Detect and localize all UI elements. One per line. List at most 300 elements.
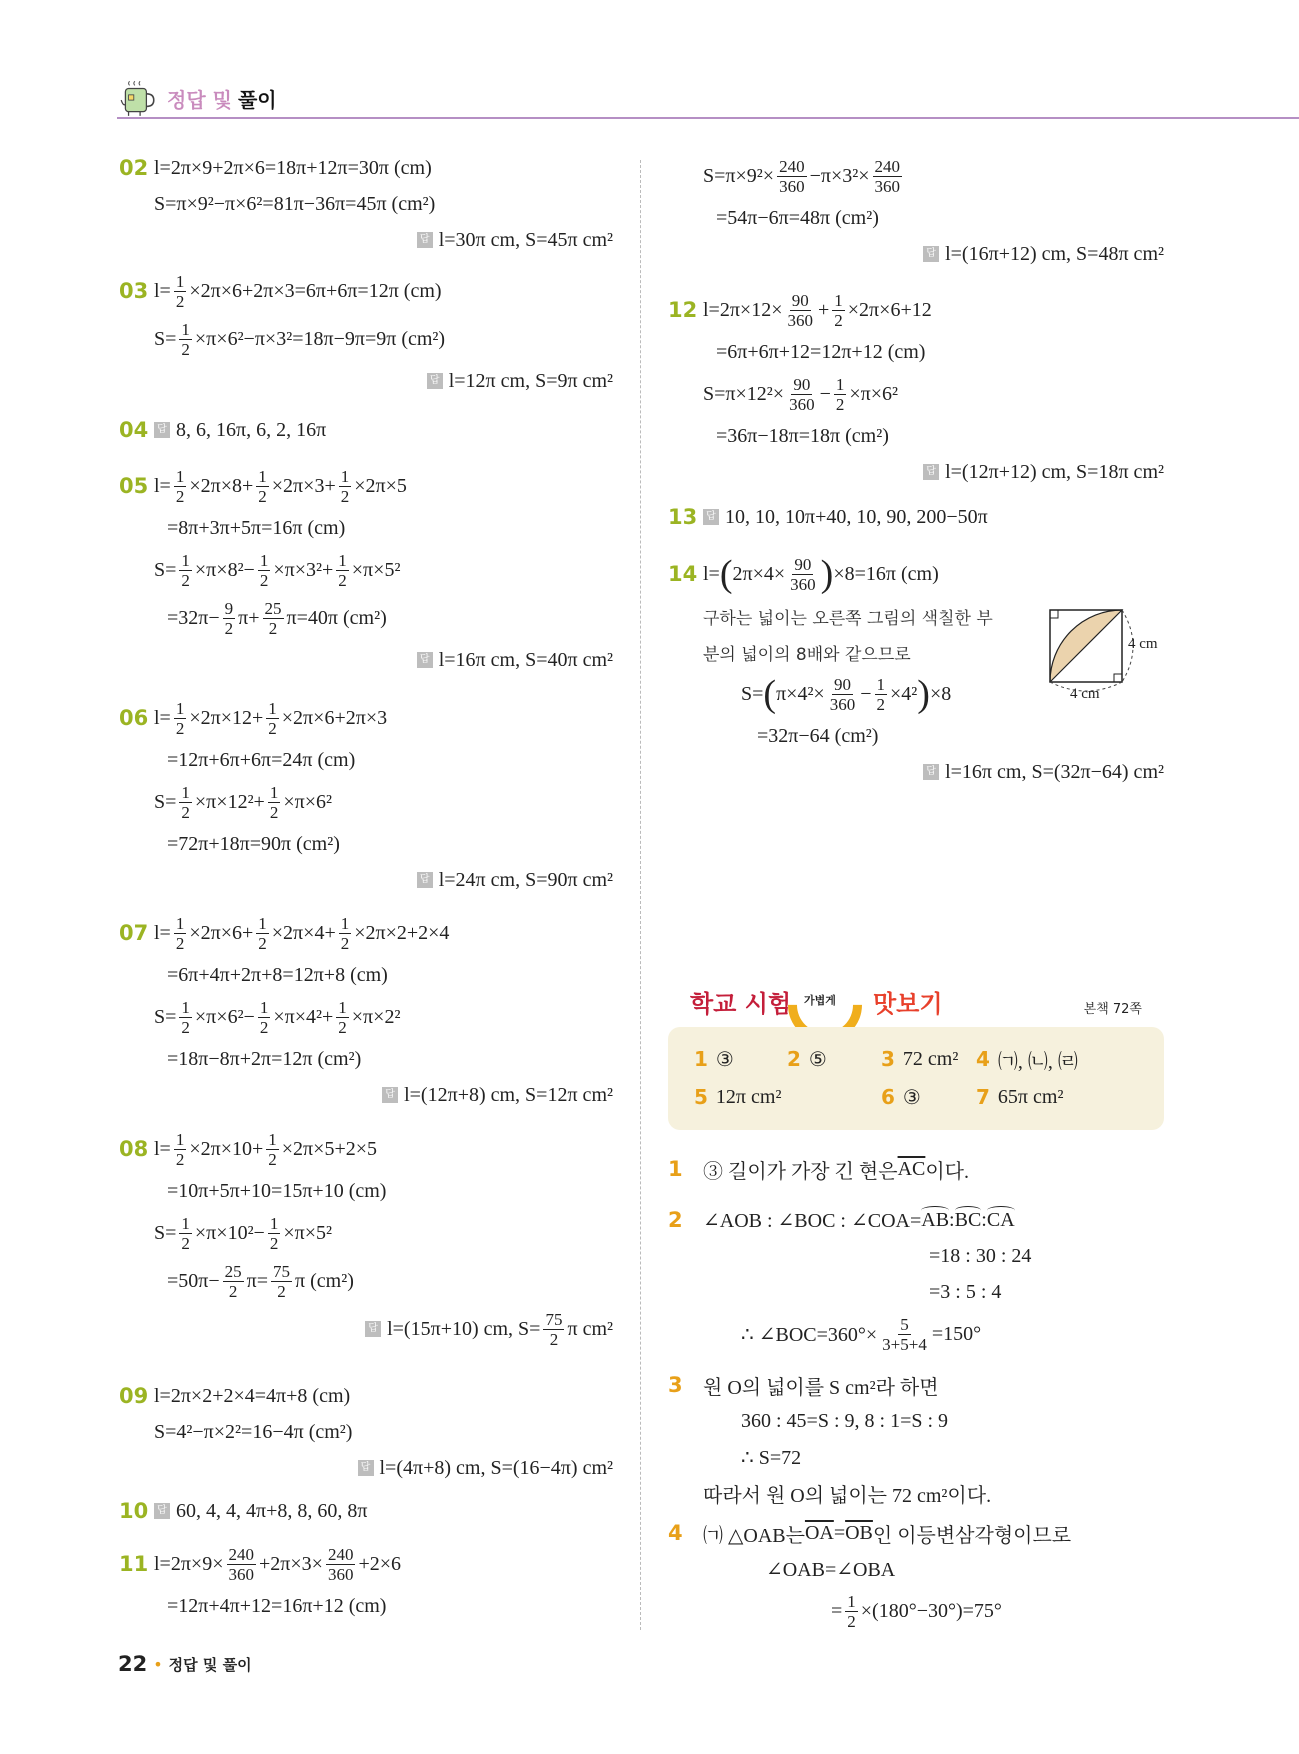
denominator: 360 [327,1564,354,1584]
math-text: ×π×4²+ [273,1005,334,1028]
math-line [703,418,1164,454]
solution-lines [154,1493,613,1529]
math-text: l=2π×2+2×4=4π+8 (cm) [154,1384,351,1407]
math-text: l= [154,1137,171,1160]
math-text: ×π×6² [283,790,332,813]
numerator: 1 [258,913,267,933]
numerator: 75 [273,1261,291,1281]
problem-number: 2 [668,1208,683,1232]
problem-number: 02 [119,156,149,180]
quick-answer-item [694,1084,781,1110]
math-line [154,150,613,186]
fraction [174,914,187,953]
math-line [154,1588,613,1624]
numerator: 5 [900,1314,909,1334]
math-line [703,1587,1164,1635]
big-parenthesis: ) [917,673,930,715]
problem-number: 3 [668,1373,683,1397]
math-line [154,1041,613,1077]
numerator: 1 [258,466,267,486]
math-text: l= [154,279,171,302]
answer-line [154,642,613,678]
numerator: 1 [847,1591,856,1611]
math-text: ×2π×2+2×4 [354,921,450,944]
answer-badge-icon: 답 [923,764,939,780]
segment-overline: $\overline{AC}$ [897,1157,926,1180]
math-line [154,315,613,363]
figure-side-label: 4 cm [1128,636,1158,652]
numerator: 90 [833,674,851,694]
denominator: 2 [181,1233,190,1253]
solution-lines [154,1378,613,1486]
denominator: 2 [340,486,350,506]
problem-number: 03 [119,279,149,303]
math-text: 2π×4× [732,562,786,585]
fraction [227,1545,257,1584]
denominator: 2 [549,1329,559,1349]
math-text: 10, 10, 10π+40, 10, 90, 200−50π [725,505,988,528]
math-text: 원 O의 넓이를 S cm²라 하면 [703,1376,939,1399]
fraction [256,914,269,953]
numerator: 1 [834,290,843,310]
numerator: 75 [545,1309,563,1329]
solution-lines [703,499,1164,535]
fraction [786,291,816,330]
math-text: l=2π×9+2π×6=18π+12π=30π (cm) [154,156,432,179]
math-line [154,267,613,315]
denominator: 2 [175,1149,185,1169]
fraction [179,783,192,822]
denominator: 2 [269,802,279,822]
solution-lines [703,1202,1164,1358]
problem-number: 1 [668,1157,683,1181]
quick-answer-item [694,1046,734,1072]
fraction [174,272,187,311]
math-line [703,1515,1164,1551]
numerator: 1 [338,997,347,1017]
quick-answer-value: 65π cm² [997,1085,1064,1108]
math-text: l=24π cm, S=90π cm² [438,868,613,891]
math-line [703,1367,1164,1403]
math-text: ×π×2² [351,1005,401,1028]
quick-answer-number: 6 [881,1085,895,1109]
math-text: − [860,682,872,705]
math-text: l=16π cm, S=(32π−64) cm² [945,760,1164,783]
math-line [154,778,613,826]
page-footer [118,1652,252,1676]
math-text: ×π×6²− [194,1005,255,1028]
math-text: = [833,1521,846,1544]
math-text: π (cm²) [295,1269,354,1292]
math-line [703,550,1164,598]
header-rule [117,117,1299,119]
solution-lines [703,1151,1164,1187]
math-line [703,200,1164,236]
answer-line [703,754,1164,790]
math-text: ×π×3²+ [273,558,334,581]
math-text: π= [246,1269,269,1292]
numerator: 1 [175,271,185,291]
numerator: 1 [259,997,269,1017]
math-line [703,1310,1164,1358]
math-line [154,1173,613,1209]
solution-lines [154,150,613,258]
fraction [543,1310,564,1349]
math-text: ×2π×5 [354,474,407,497]
page-number: 22 [118,1652,148,1676]
solution-lines [154,462,613,678]
math-text: ×π×8²− [194,558,255,581]
math-text: =54π−6π=48π (cm²) [716,206,879,229]
math-text: =6π+6π+12=12π+12 (cm) [716,340,926,363]
math-text: ×2π×4+ [271,921,336,944]
math-text: =6π+4π+2π+8=12π+8 (cm) [167,963,388,986]
fraction [256,467,269,506]
numerator: 1 [181,550,190,570]
math-line [703,1274,1164,1310]
fraction [263,599,284,638]
fraction [174,699,187,738]
math-text: S= [154,1221,177,1244]
math-text: ×π×6²−π×3²=18π−9π=9π (cm²) [194,327,446,350]
math-text: =12π+4π+12=16π+12 (cm) [167,1594,387,1617]
math-text: l= [154,921,171,944]
math-text: ③ 길이가 가장 긴 현은 [703,1160,898,1183]
numerator: 1 [259,550,269,570]
denominator: 2 [181,570,190,590]
numerator: 1 [175,466,185,486]
answer-line [154,1450,613,1486]
column-divider [640,160,641,1630]
math-line [154,412,613,448]
problem-number: 04 [119,418,149,442]
math-line [154,1540,613,1588]
math-line [703,1439,1164,1475]
denominator: 2 [835,394,845,414]
denominator: 2 [340,933,350,953]
quick-answers-box [668,1027,1164,1130]
fraction [339,914,352,953]
math-text: ×π×12²+ [194,790,265,813]
denominator: 2 [268,718,277,738]
problem-number: 06 [119,706,149,730]
problem-number: 14 [668,562,698,586]
quick-answer-value: 72 cm² [902,1047,959,1070]
answer-badge-icon: 답 [358,1460,374,1476]
math-text: ×2π×5+2×5 [281,1137,377,1160]
math-line [154,462,613,510]
math-text: =18π−8π+2π=12π (cm²) [167,1047,362,1070]
fraction [326,1545,356,1584]
fraction [223,1262,244,1301]
math-text: =72π+18π=90π (cm²) [167,832,340,855]
math-line [703,286,1164,334]
math-line [703,718,1164,754]
numerator: 9 [224,598,234,618]
math-text: 구하는 넓이는 오른쪽 그림의 색칠한 부 [703,608,993,629]
math-text: =32π− [167,606,220,629]
denominator: 3+5+4 [882,1334,927,1354]
math-text: ×π×10²− [194,1221,265,1244]
math-line [703,1475,1164,1511]
tea-mug-icon [117,77,159,119]
solution-lines [154,1540,613,1624]
math-line [154,826,613,862]
denominator: 2 [228,1281,238,1301]
numerator: 1 [269,782,279,802]
math-text: 분의 넓이의 8배와 같으므로 [703,644,911,665]
figure-square-arc [1042,602,1172,712]
answer-badge-icon: 답 [703,509,719,525]
problem-number: 11 [119,1552,149,1576]
math-text: l= [154,706,171,729]
fraction [223,599,236,638]
numerator: 240 [874,156,900,176]
quick-answer-number: 4 [976,1047,990,1071]
math-text: π=40π (cm²) [286,606,387,629]
quick-answer-item [976,1046,1078,1072]
fraction [873,157,903,196]
math-text: S= [154,1005,177,1028]
math-text: : [949,1208,955,1231]
math-text: l=(4π+8) cm, S=(16−4π) cm² [379,1456,613,1479]
answer-line [154,363,613,399]
math-text: =8π+3π+5π=16π (cm) [167,516,346,539]
denominator: 2 [277,1281,286,1301]
math-text: π+ [238,606,260,629]
quick-answer-value: ⑤ [808,1048,827,1071]
fraction [268,783,281,822]
big-parenthesis: ( [719,553,733,595]
math-text: ∴ S=72 [741,1446,802,1469]
math-text: l=(15π+10) cm, S= [387,1317,541,1340]
denominator: 2 [181,802,190,822]
math-line [154,1125,613,1173]
fraction [777,157,807,196]
numerator: 240 [779,156,805,176]
fraction [834,375,847,414]
math-text: 60, 4, 4, 4π+8, 8, 60, 8π [176,1499,368,1522]
quick-answer-number: 1 [694,1047,708,1071]
math-line [154,546,613,594]
math-line [154,1257,613,1305]
math-text: ×2π×8+ [189,474,254,497]
answer-line [154,862,613,898]
denominator: 2 [175,486,185,506]
denominator: 2 [181,339,190,359]
math-text: ×2π×6+ [189,921,254,944]
fraction [880,1315,929,1354]
quick-answer-value: 12π cm² [715,1085,782,1108]
math-text: l= [154,474,171,497]
math-line [154,1378,613,1414]
denominator: 360 [228,1564,254,1584]
math-line [154,510,613,546]
header-title-solution: 풀이 [237,87,277,112]
numerator: 1 [269,1213,279,1233]
math-text: ×2π×12+ [189,706,264,729]
problem-number: 13 [668,505,698,529]
quick-answer-item [881,1046,958,1072]
fraction [268,1214,281,1253]
math-text: l=30π cm, S=45π cm² [438,228,613,251]
numerator: 240 [327,1544,354,1564]
math-text: =36π−18π=18π (cm²) [716,424,889,447]
solution-lines [154,1125,613,1353]
math-line [703,1403,1164,1439]
denominator: 2 [269,1233,279,1253]
math-text: ∠AOB : ∠BOC : ∠COA= [703,1209,922,1232]
solution-lines [154,909,613,1113]
math-text: S=π×9²−π×6²=81π−36π=45π (cm²) [154,192,436,215]
problem-number: 10 [119,1499,149,1523]
segment-overline: $\overline{OB}$ [845,1521,873,1544]
numerator: 90 [791,290,809,310]
section-badge: 가볍게 [804,994,836,1007]
numerator: 1 [835,374,845,394]
math-text: =12π+6π+6π=24π (cm) [167,748,356,771]
problem-number: 09 [119,1384,149,1408]
math-text: ×(180°−30°)=75° [860,1599,1002,1622]
math-text: S= [154,327,177,350]
math-text: =150° [931,1322,982,1345]
big-parenthesis: ) [820,553,834,595]
solution-lines [703,286,1164,490]
fraction [339,467,352,506]
denominator: 360 [790,574,816,594]
numerator: 1 [181,319,190,339]
fraction [266,699,279,738]
answer-line [703,236,1164,272]
numerator: 1 [181,782,190,802]
numerator: 1 [181,1213,190,1233]
math-text: ×2π×3+ [271,474,336,497]
quick-answer-value: ③ [715,1048,734,1071]
answer-line [154,222,613,258]
math-text: ㈀ △OAB는 [703,1524,805,1547]
math-text: − [819,382,831,405]
math-line [703,1238,1164,1274]
math-line [154,694,613,742]
answer-badge-icon: 답 [923,246,939,262]
math-text: ×π×5² [351,558,401,581]
math-text: S=π×12²× [703,382,785,405]
numerator: 90 [793,374,811,394]
math-text: 이다. [925,1160,969,1183]
answer-badge-icon: 답 [417,872,433,888]
quick-answer-number: 2 [787,1047,801,1071]
numerator: 240 [228,1544,254,1564]
section-title-school-test: 학교 시험 [690,990,792,1018]
denominator: 2 [834,310,843,330]
problem-number: 07 [119,921,149,945]
math-text: =50π− [167,1269,220,1292]
math-text: π cm² [567,1317,613,1340]
quick-answer-number: 5 [694,1085,708,1109]
math-text: ×π×6² [849,382,898,405]
math-line [154,1414,613,1450]
math-text: ×2π×10+ [189,1137,264,1160]
math-text: +2π×3× [259,1552,323,1575]
fraction [336,551,349,590]
fraction [875,675,888,714]
math-text: ×2π×6+2π×3 [281,706,388,729]
math-text: 인 이등변삼각형이므로 [872,1524,1072,1547]
math-text: : [981,1208,987,1231]
math-text: l=12π cm, S=9π cm² [448,369,613,392]
answer-line [154,1077,613,1113]
arc-notation: BC [954,1208,982,1231]
denominator: 2 [847,1611,856,1631]
page-header [117,77,277,119]
quick-answer-value: ㈀, ㈁, ㈃ [997,1050,1078,1073]
denominator: 2 [175,291,185,311]
math-text: l=(12π+8) cm, S=12π cm² [404,1083,613,1106]
denominator: 360 [874,176,900,196]
math-text: l=2π×12× [703,298,783,321]
math-text: S=π×9²× [703,164,775,187]
math-text: l=(12π+12) cm, S=18π cm² [945,460,1164,483]
numerator: 1 [181,997,190,1017]
problem-number: 08 [119,1137,149,1161]
math-line [154,594,613,642]
math-line [154,742,613,778]
numerator: 1 [338,550,347,570]
math-text: −π×3²× [809,164,870,187]
math-text: ∴ ∠BOC=360°× [741,1323,878,1346]
segment-overline: $\overline{OA}$ [804,1521,834,1544]
math-text: =18 : 30 : 24 [929,1244,1032,1267]
answer-badge-icon: 답 [417,232,433,248]
answer-line [703,454,1164,490]
fraction [179,1214,192,1253]
denominator: 2 [258,486,267,506]
denominator: 2 [224,618,234,638]
quick-answer-number: 3 [881,1047,895,1071]
denominator: 2 [181,1017,190,1037]
bullet-icon: • [153,1654,163,1674]
fraction [832,291,845,330]
math-text: ×π×5² [283,1221,332,1244]
problem-number: 4 [668,1521,683,1545]
math-text: l= [703,562,720,585]
fraction [787,375,817,414]
math-line [703,1151,1164,1187]
section-title-preview: 맛보기 [873,990,943,1018]
denominator: 2 [268,618,278,638]
math-line [703,1202,1164,1238]
fraction [179,551,192,590]
quick-answer-item [976,1084,1063,1110]
math-text: ×8=16π (cm) [833,562,939,585]
fraction [336,998,349,1037]
figure-bottom-label: 4 cm [1070,686,1100,702]
fraction [266,1130,279,1169]
denominator: 2 [258,933,267,953]
math-text: =3 : 5 : 4 [929,1280,1002,1303]
fraction [179,998,192,1037]
math-line [154,957,613,993]
math-text: +2×6 [358,1552,401,1575]
section-title [690,968,1142,1030]
math-text: S= [741,682,764,705]
math-text: ×4² [890,682,918,705]
fraction [845,1592,858,1631]
answer-badge-icon: 답 [923,464,939,480]
solution-lines [154,412,613,448]
denominator: 2 [259,1017,269,1037]
numerator: 1 [876,674,885,694]
